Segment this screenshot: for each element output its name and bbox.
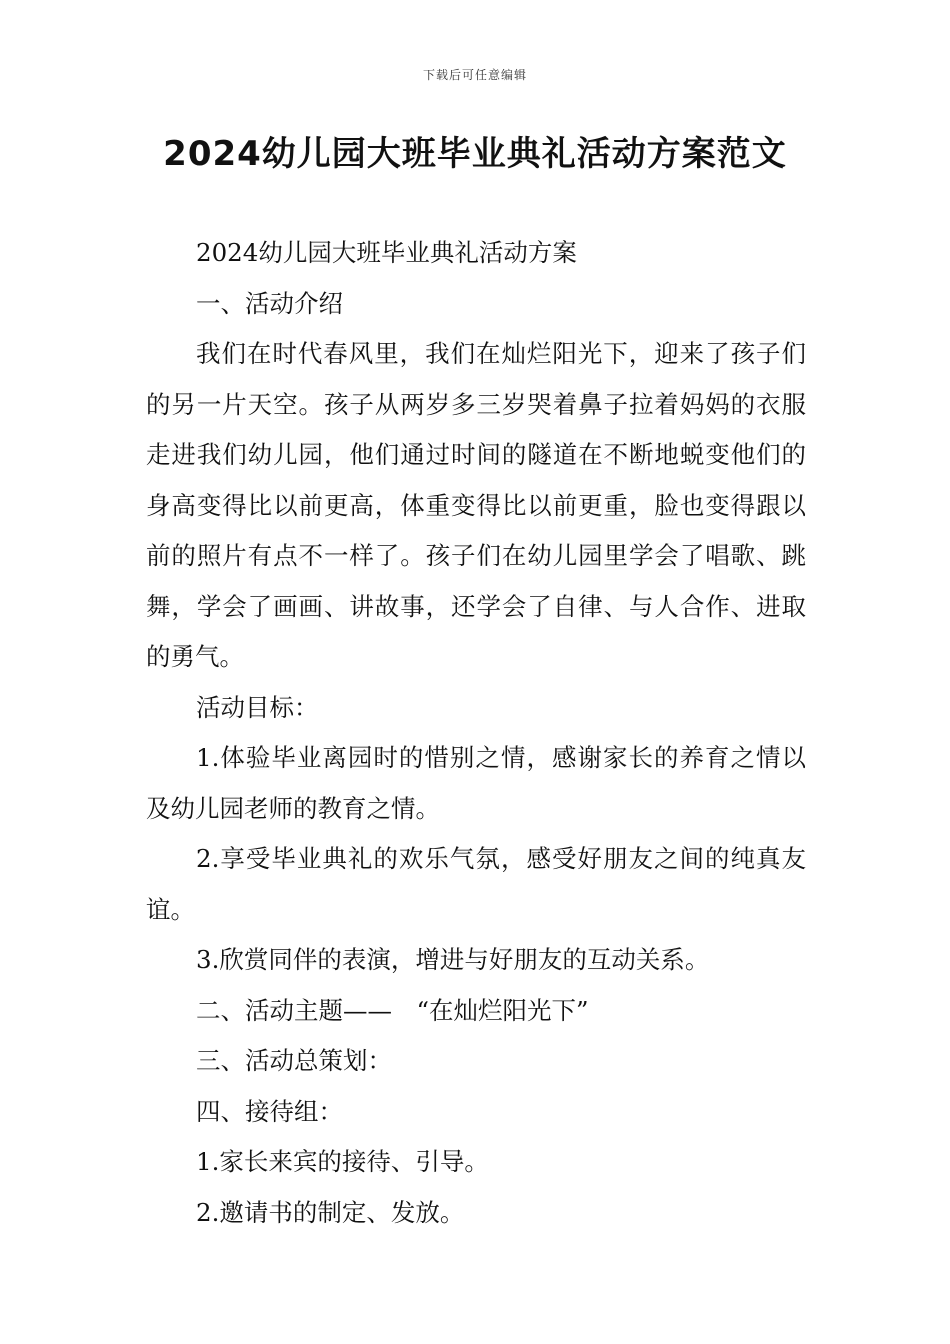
reception-item-1: 1.家长来宾的接待、引导。 <box>196 1147 489 1176</box>
subtitle-paragraph: 2024幼儿园大班毕业典礼活动方案 <box>196 238 577 267</box>
goals-heading: 活动目标： <box>196 692 319 722</box>
header-note: 下载后可任意编辑 <box>422 68 527 82</box>
document-body <box>146 228 806 1238</box>
section-heading-reception: 四、接待组： <box>196 1096 343 1126</box>
document-title: 2024幼儿园大班毕业典礼活动方案范文 <box>163 134 787 174</box>
goal-item-3: 3.欣赏同伴的表演，增进与好朋友的互动关系。 <box>196 945 710 974</box>
section-heading-planning: 三、活动总策划： <box>196 1046 392 1075</box>
introduction-paragraph: 我们在时代春风里，我们在灿烂阳光下，迎来了孩子们的另一片天空。孩子从两岁多三岁哭着鼻子拉着妈妈的衣服走进我们幼儿园，他们通过时间的隧道在不断地蜕变他们的身高变得比以前更高，体重变得比以前更重，脸也变得跟以前的照片有点不一样了。孩子们在幼儿园里学会了唱歌、跳舞，学会了画画、讲故事，还学会了自律、与人合作、进取的勇气。 <box>146 339 806 671</box>
goal-item-1: 1.体验毕业离园时的惜别之情，感谢家长的养育之情以及幼儿园老师的教育之情。 <box>146 743 806 823</box>
section-heading-introduction: 一、活动介绍 <box>196 288 343 318</box>
goal-item-2: 2.享受毕业典礼的欢乐气氛，感受好朋友之间的纯真友谊。 <box>146 844 806 924</box>
reception-item-2: 2.邀请书的制定、发放。 <box>196 1197 465 1227</box>
section-heading-theme: 二、活动主题—— “在灿烂阳光下” <box>196 995 589 1025</box>
